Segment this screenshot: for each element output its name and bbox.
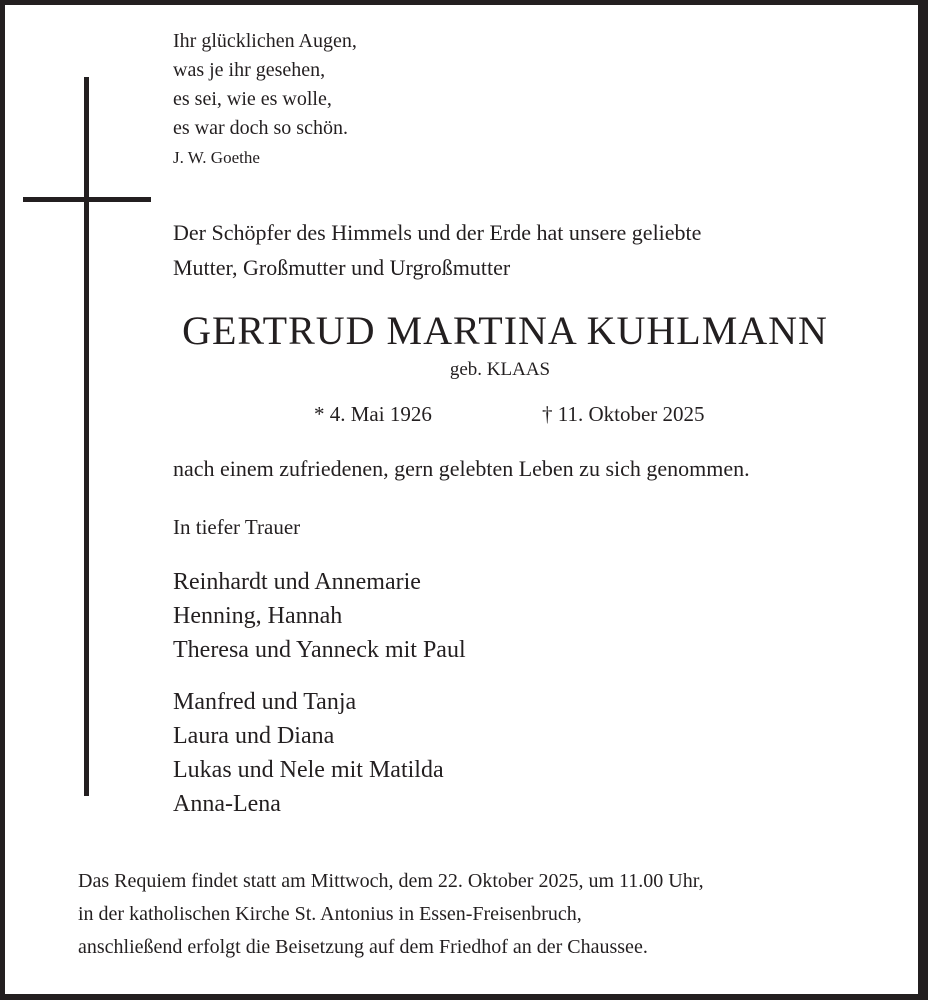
service-info: [78, 865, 704, 964]
poem-line: es sei, wie es wolle,: [173, 88, 332, 110]
death-date: † 11. Oktober 2025: [542, 402, 705, 426]
poem-line: es war doch so schön.: [173, 117, 348, 139]
service-line: Das Requiem findet statt am Mittwoch, dem 22. Oktober 2025, um 11.00 Uhr,: [78, 870, 704, 892]
poem-author: J. W. Goethe: [173, 148, 260, 167]
birth-name: geb. KLAAS: [449, 359, 551, 380]
poem-quote: [173, 27, 357, 172]
cross-icon-horizontal-bar: [23, 197, 151, 202]
birth-date: * 4. Mai 1926: [314, 402, 432, 426]
intro-text: [173, 215, 701, 285]
intro-line: Mutter, Großmutter und Urgroßmutter: [173, 255, 511, 280]
mourner: Henning, Hannah: [173, 603, 343, 629]
mourner: Lukas und Nele mit Matilda: [173, 757, 444, 783]
mourner: Manfred und Tanja: [173, 689, 357, 715]
service-line: anschließend erfolgt die Beisetzung auf dem Friedhof an der Chaussee.: [78, 936, 648, 958]
obituary-notice: [5, 5, 918, 994]
poem-line: Ihr glücklichen Augen,: [173, 30, 357, 52]
deceased-name: GERTRUD MARTINA KUHLMANN: [182, 308, 828, 353]
mourners-group-2: [173, 685, 444, 821]
service-line: in der katholischen Kirche St. Antonius in Essen-Freisenbruch,: [78, 903, 582, 925]
mourners-group-1: [173, 565, 466, 667]
mourner: Theresa und Yanneck mit Paul: [173, 637, 466, 663]
mourner: Reinhardt und Annemarie: [173, 569, 421, 595]
mourner: Anna-Lena: [173, 791, 281, 817]
mourning-label: In tiefer Trauer: [173, 515, 301, 539]
poem-line: was je ihr gesehen,: [173, 59, 326, 81]
outro-text: nach einem zufriedenen, gern gelebten Leben zu sich genommen.: [173, 456, 750, 481]
mourner: Laura und Diana: [173, 723, 335, 749]
intro-line: Der Schöpfer des Himmels und der Erde hat unsere geliebte: [173, 220, 702, 245]
cross-icon-vertical-bar: [84, 77, 89, 796]
